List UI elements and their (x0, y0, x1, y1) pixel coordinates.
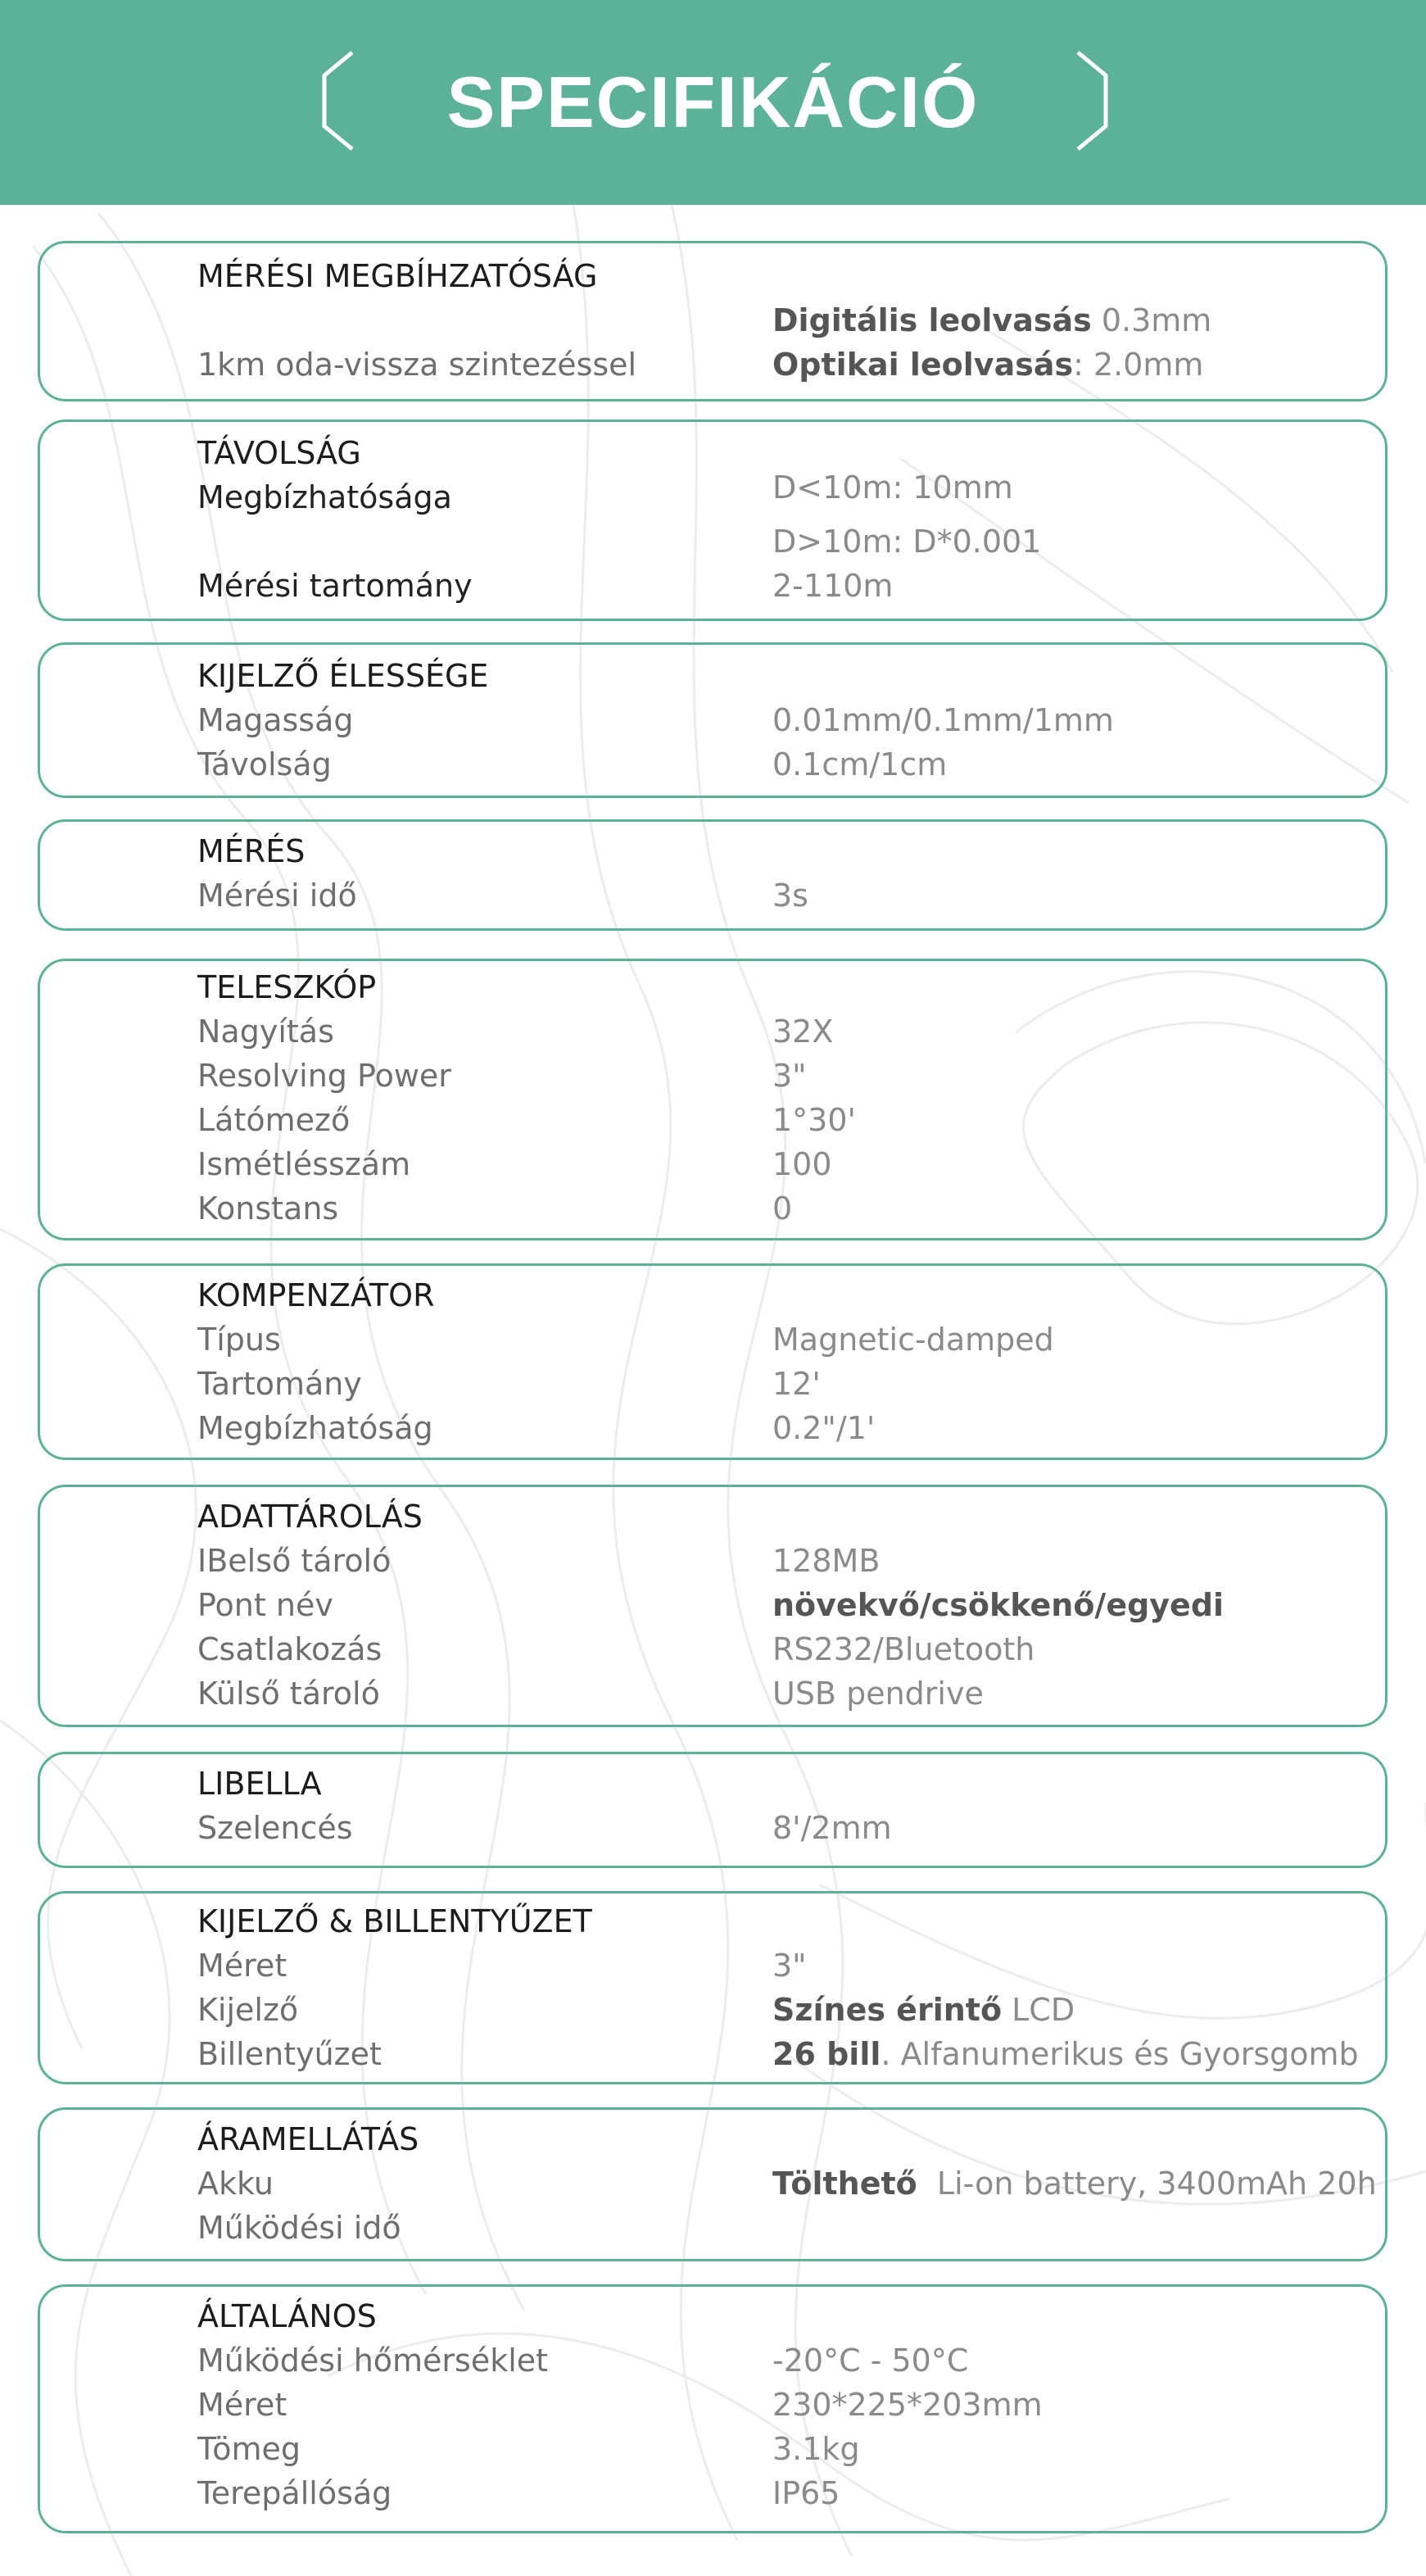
section-title: LIBELLA (197, 1766, 322, 1802)
section-telescope (38, 959, 1388, 1240)
spec-value-optical (772, 347, 1203, 383)
page-title: SPECIFIKÁCIÓ (446, 61, 980, 143)
spec-value: 2-110m (772, 568, 894, 604)
spec-label: Méret (197, 2387, 287, 2423)
section-measurement (38, 819, 1388, 931)
spec-label: Méret (197, 1948, 287, 1984)
spec-value-text: 0.3mm (1091, 302, 1212, 338)
section-title: KIJELZŐ ÉLESSÉGE (197, 658, 489, 694)
spec-value: 3s (772, 878, 808, 914)
spec-label: Tömeg (197, 2431, 301, 2467)
spec-value: 3.1kg (772, 2431, 860, 2467)
spec-label: Nagyítás (197, 1014, 334, 1050)
section-title: KIJELZŐ & BILLENTYŰZET (197, 1903, 592, 1939)
section-general (38, 2284, 1388, 2533)
spec-value-bold: Színes érintő (772, 1992, 1003, 2028)
spec-value-bold: Optikai leolvasás (772, 347, 1074, 383)
spec-label: Terepállóság (197, 2475, 392, 2511)
spec-value: 0.1cm/1cm (772, 746, 948, 782)
spec-value: 8'/2mm (772, 1810, 892, 1846)
spec-label: Csatlakozás (197, 1631, 383, 1667)
spec-label: Típus (197, 1322, 281, 1358)
spec-label: Ismétlésszám (197, 1146, 411, 1182)
spec-label: Külső tároló (197, 1676, 380, 1712)
spec-value-bold: növekvő/csökkenő/egyedi (772, 1587, 1225, 1623)
spec-value: D>10m: D*0.001 (772, 524, 1042, 560)
spec-value-bold: 26 bill (772, 2036, 881, 2072)
spec-value: 1°30' (772, 1102, 856, 1138)
section-title: MÉRÉSI MEGBÍHZATÓSÁG (197, 258, 598, 294)
spec-label: Resolving Power (197, 1058, 451, 1094)
spec-label: Szelencés (197, 1810, 353, 1846)
spec-label: Megbízhatóság (197, 1410, 433, 1446)
spec-label: Távolság (197, 746, 332, 782)
spec-label: Kijelző (197, 1992, 299, 2028)
section-vial (38, 1752, 1388, 1868)
spec-value: 3" (772, 1948, 807, 1984)
spec-label: Megbízhatósága (197, 479, 452, 515)
spec-value-text: . Alfanumerikus és Gyorsgomb (880, 2036, 1359, 2072)
spec-value-digital (772, 302, 1211, 338)
spec-value (772, 1992, 1075, 2028)
spec-value: 100 (772, 1146, 832, 1182)
spec-value-text: LCD (1002, 1992, 1075, 2028)
spec-value-bold: Digitális leolvasás (772, 302, 1092, 338)
spec-value: 128MB (772, 1543, 880, 1579)
spec-value-text: : 2.0mm (1073, 347, 1204, 383)
spec-value: RS232/Bluetooth (772, 1631, 1035, 1667)
spec-value: IP65 (772, 2475, 840, 2511)
section-title: KOMPENZÁTOR (197, 1277, 435, 1313)
spec-label: Működési hőmérséklet (197, 2342, 549, 2379)
section-title: ÁRAMELLÁTÁS (197, 2121, 419, 2157)
spec-value: Magnetic-damped (772, 1322, 1054, 1358)
spec-value (772, 2036, 1359, 2072)
spec-label: Magasság (197, 702, 354, 738)
section-display-resolution (38, 642, 1388, 798)
section-storage (38, 1485, 1388, 1727)
spec-value: 32X (772, 1014, 834, 1050)
spec-value-text: Li-on battery, 3400mAh 20h (917, 2166, 1377, 2202)
spec-value: 230*225*203mm (772, 2387, 1043, 2423)
spec-label: IBelső tároló (197, 1543, 392, 1579)
section-display-keyboard (38, 1891, 1388, 2084)
spec-label: Pont név (197, 1587, 333, 1623)
section-title: ÁLTALÁNOS (197, 2298, 377, 2334)
section-title: TÁVOLSÁG (197, 435, 361, 471)
spec-value: 0.01mm/0.1mm/1mm (772, 702, 1114, 738)
spec-value: D<10m: 10mm (772, 469, 1013, 506)
spec-label: Konstans (197, 1190, 339, 1227)
section-title: ADATTÁROLÁS (197, 1499, 423, 1535)
spec-label: Akku (197, 2166, 274, 2202)
spec-value: USB pendrive (772, 1676, 984, 1712)
spec-label: Látómező (197, 1102, 351, 1138)
page-header (0, 0, 1426, 205)
spec-value: 3" (772, 1058, 807, 1094)
spec-label: Mérési idő (197, 878, 357, 914)
spec-value (772, 1587, 1224, 1623)
section-title: TELESZKÓP (197, 969, 377, 1005)
spec-value-bold: Tölthető (772, 2166, 917, 2202)
chevron-right-icon (1070, 49, 1111, 152)
section-accuracy (38, 241, 1388, 401)
spec-label: Tartomány (197, 1366, 362, 1402)
section-title: MÉRÉS (197, 833, 306, 869)
section-distance (38, 420, 1388, 621)
section-power (38, 2107, 1388, 2261)
spec-label: Működési idő (197, 2210, 401, 2246)
spec-value: -20°C - 50°C (772, 2342, 969, 2379)
spec-value: 0.2"/1' (772, 1410, 876, 1446)
section-compensator (38, 1263, 1388, 1460)
spec-label: Mérési tartomány (197, 568, 473, 604)
spec-label: Billentyűzet (197, 2036, 382, 2072)
spec-value (772, 2166, 1377, 2202)
spec-value: 0 (772, 1190, 793, 1227)
spec-label: 1km oda-vissza szintezéssel (197, 347, 637, 383)
spec-value: 12' (772, 1366, 821, 1402)
